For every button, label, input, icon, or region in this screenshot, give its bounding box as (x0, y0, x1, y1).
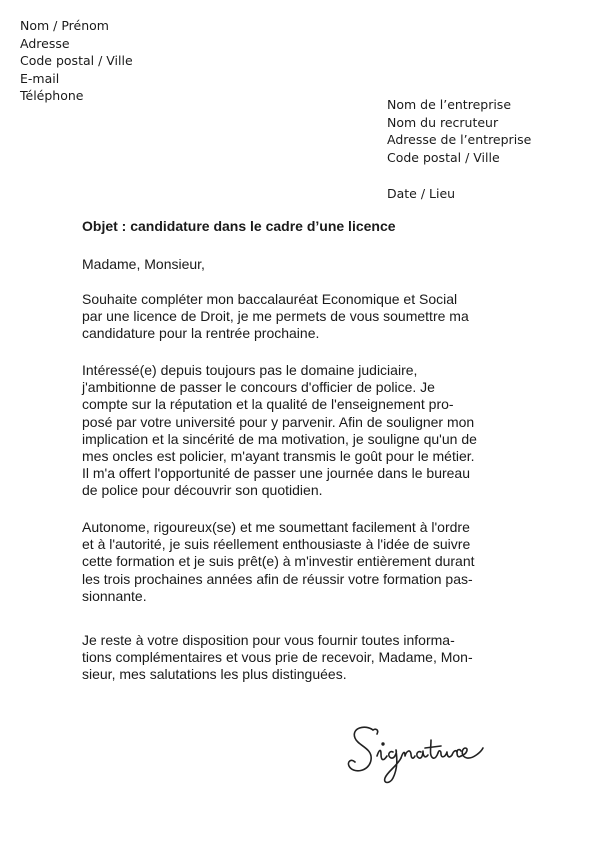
recipient-recruiter: Nom du recruteur (387, 114, 499, 130)
sender-name: Nom / Prénom (20, 18, 109, 33)
recipient-company: Nom de l’entreprise (387, 97, 512, 112)
paragraph-line: les trois prochaines années afin de réussir votre formation pas- (82, 570, 473, 587)
paragraph-2 (82, 362, 522, 500)
paragraph-3 (82, 519, 522, 605)
date-place: Date / Lieu (387, 186, 456, 201)
paragraph-line: posé par votre université pour y parvenir. Afin de souligner mon (82, 413, 475, 430)
recipient-postal-city: Code postal / Ville (387, 149, 500, 165)
signature-glyph (343, 722, 493, 792)
sender-email: E-mail (20, 70, 60, 86)
paragraph-line: Je reste à votre disposition pour vous fournir toutes informa- (82, 632, 455, 648)
paragraph-4 (82, 632, 522, 684)
paragraph-line: Il m'a offert l'opportunité de passer une journée dans le bureau (82, 465, 471, 482)
paragraph-line: par une licence de Droit, je me permets de vous soumettre ma (82, 308, 469, 325)
letter-subject: Objet : candidature dans le cadre d’une licence (82, 218, 396, 234)
paragraph-line: cette formation et je suis prêt(e) à m'investir entièrement durant (82, 553, 475, 570)
paragraph-line: Intéressé(e) depuis toujours pas le domaine judiciaire, (82, 362, 418, 378)
paragraph-line: sieur, mes salutations les plus distinguées. (82, 666, 347, 683)
paragraph-1 (82, 291, 522, 343)
paragraph-line: compte sur la réputation et la qualité de l'enseignement pro- (82, 396, 454, 413)
paragraph-line: mes oncles est policier, m'ayant transmis le goût pour le métier. (82, 448, 475, 465)
letter-salutation: Madame, Monsieur, (82, 256, 205, 272)
sender-block (20, 17, 133, 105)
sender-phone: Téléphone (20, 88, 84, 104)
sender-address: Adresse (20, 35, 70, 51)
paragraph-line: sionnante. (82, 587, 147, 604)
sender-postal-city: Code postal / Ville (20, 53, 133, 69)
recipient-block (387, 96, 531, 166)
paragraph-line: implication et la sincérité de ma motivation, je souligne qu'un de (82, 430, 477, 447)
paragraph-line: candidature pour la rentrée prochaine. (82, 325, 320, 342)
paragraph-line: de police pour découvrir son quotidien. (82, 482, 323, 499)
paragraph-line: et à l'autorité, je suis réellement enthousiaste à l'idée de suivre (82, 536, 471, 553)
paragraph-line: Souhaite compléter mon baccalauréat Economique et Social (82, 291, 458, 307)
paragraph-line: j'ambitionne de passer le concours d'officier de police. Je (82, 379, 435, 396)
recipient-address: Adresse de l’entreprise (387, 132, 532, 148)
paragraph-line: Autonome, rigoureux(se) et me soumettant facilement à l'ordre (82, 519, 470, 535)
paragraph-line: tions complémentaires et vous prie de recevoir, Madame, Mon- (82, 649, 473, 666)
signature (343, 722, 493, 792)
